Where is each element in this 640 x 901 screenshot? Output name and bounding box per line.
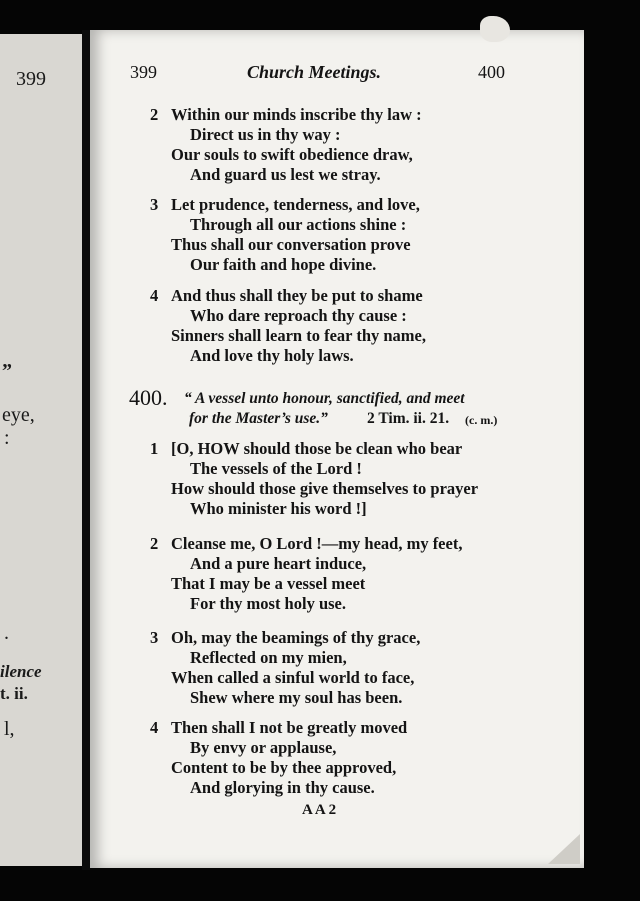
verse-line: And glorying in thy cause. [190, 778, 375, 797]
verse-number: 4 [150, 286, 159, 305]
verse-number: 3 [150, 195, 159, 214]
verse-line: Who dare reproach thy cause : [190, 306, 407, 325]
verse-line: Direct us in thy way : [190, 125, 341, 144]
hymn-epigraph: “ A vessel unto honour, sanctified, and meet [184, 390, 465, 407]
verse-line: Thus shall our conversation prove [171, 235, 411, 254]
verse-line: Sinners shall learn to fear thy name, [171, 326, 426, 345]
left-fragment-3: : [4, 427, 10, 449]
verse-line: Let prudence, tenderness, and love, [171, 195, 420, 214]
verse-line: Who minister his word !] [190, 499, 367, 518]
verse-line: Our faith and hope divine. [190, 255, 377, 274]
verse-line: Then shall I not be greatly moved [171, 718, 408, 737]
book-gutter [82, 30, 90, 870]
meter: (c. m.) [465, 413, 498, 427]
verse-line: Our souls to swift obedience draw, [171, 145, 413, 164]
signature-mark: A A 2 [302, 802, 337, 818]
verse-line: Cleanse me, O Lord !—my head, my feet, [171, 534, 463, 553]
left-fragment-5: ilence [0, 662, 42, 681]
verse-number: 1 [150, 439, 159, 458]
verse-line: And thus shall they be put to shame [171, 286, 423, 305]
page-number-left: 399 [130, 62, 157, 82]
left-fragment-6: t. ii. [0, 684, 28, 703]
verse-line: How should those give themselves to prayer [171, 479, 479, 498]
verse-number: 4 [150, 718, 159, 737]
verse-line: [O, HOW should those be clean who bear [171, 439, 463, 458]
verse-line: And guard us lest we stray. [190, 165, 381, 184]
verse-line: That I may be a vessel meet [171, 574, 366, 593]
verse-number: 3 [150, 628, 159, 647]
verse-number: 2 [150, 534, 159, 553]
verse-number: 2 [150, 105, 159, 124]
left-page-number: 399 [16, 68, 46, 90]
verse-line: Shew where my soul has been. [190, 688, 403, 707]
scripture-reference: 2 Tim. ii. 21. [367, 410, 450, 427]
verse-line: Reflected on my mien, [190, 648, 347, 667]
left-fragment-2: eye, [2, 404, 35, 426]
left-fragment-4: . [4, 622, 9, 644]
verse-line: Oh, may the beamings of thy grace, [171, 628, 421, 647]
hymn-range-right: 400 [478, 62, 505, 82]
hymn-number: 400. [129, 385, 168, 410]
verse-line: And love thy holy laws. [190, 346, 354, 365]
folded-corner [548, 834, 580, 864]
left-fragment-1: ” [2, 360, 12, 382]
left-fragment-7: l, [4, 718, 15, 740]
verse-line: Through all our actions shine : [190, 215, 407, 234]
paper-tear [480, 16, 510, 42]
verse-line: Content to be by thee approved, [171, 758, 397, 777]
hymn-epigraph-cont: for the Master’s use.” [189, 410, 328, 427]
verse-line: Within our minds inscribe thy law : [171, 105, 422, 124]
verse-line: The vessels of the Lord ! [190, 459, 362, 478]
verse-line: And a pure heart induce, [190, 554, 367, 573]
left-page [0, 34, 84, 866]
verse-line: By envy or applause, [190, 738, 337, 757]
running-title: Church Meetings. [247, 62, 382, 82]
verse-line: For thy most holy use. [190, 594, 346, 613]
verse-line: When called a sinful world to face, [171, 668, 415, 687]
